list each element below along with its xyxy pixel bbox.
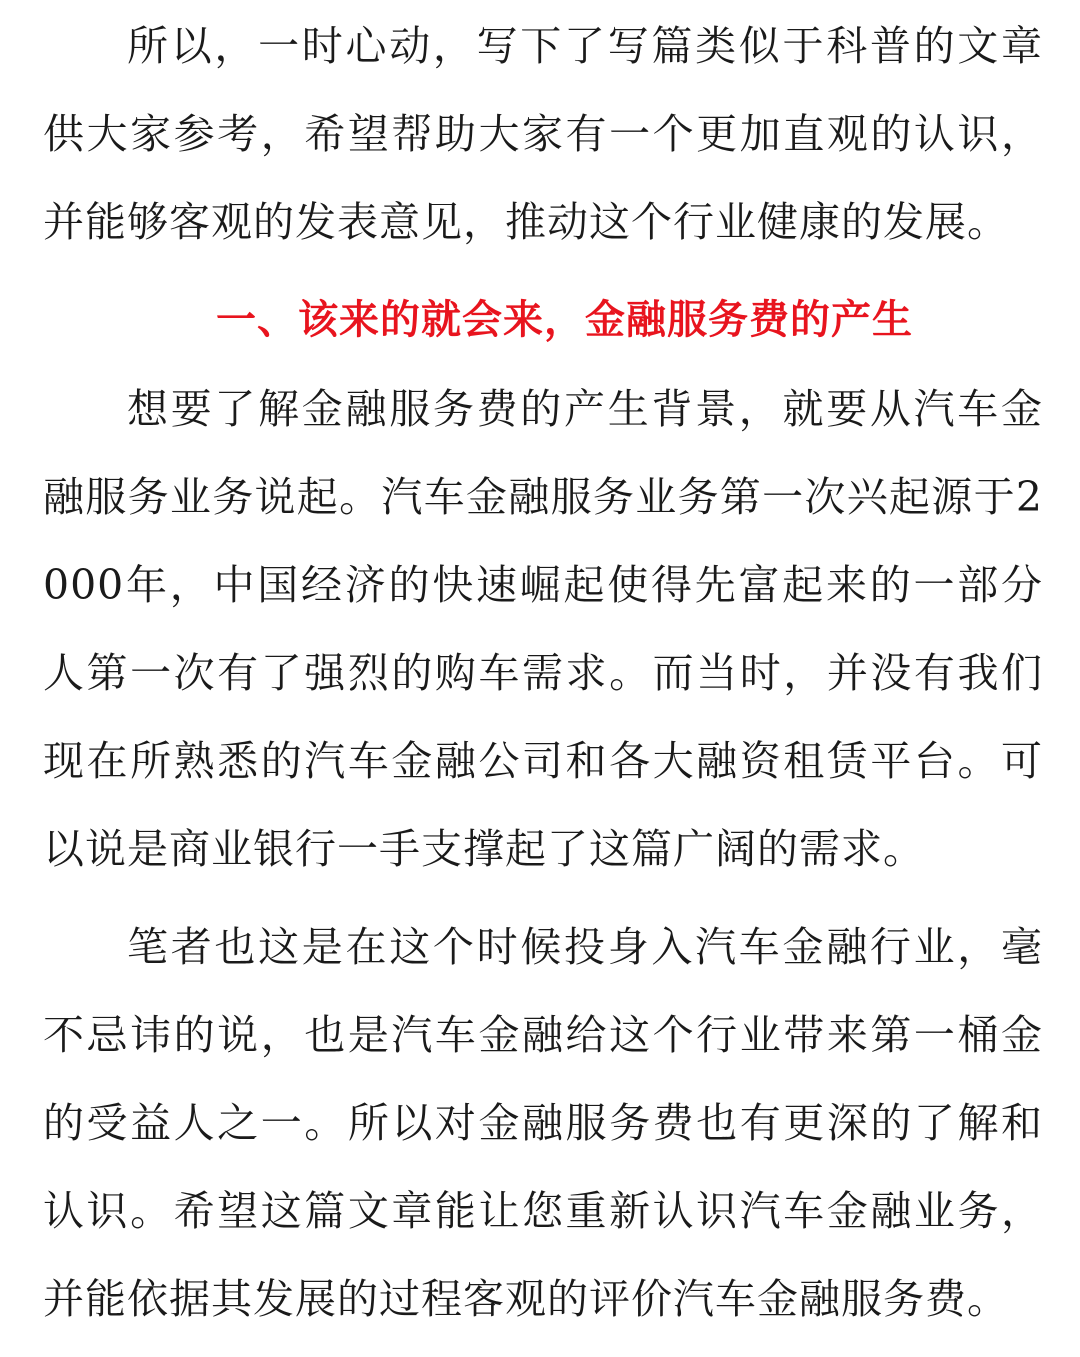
paragraph-intro: 所以，一时心动，写下了写篇类似于科普的文章供大家参考，希望帮助大家有一个更加直观的认识，并能够客观的发表意见，推动这个行业健康的发展。	[43, 22, 1043, 246]
section-heading: 一、该来的就会来，金融服务费的产生	[216, 297, 913, 343]
paragraph-author: 笔者也这是在这个时候投身入汽车金融行业，毫不忌讳的说，也是汽车金融给这个行业带来第一桶金的受益人之一。所以对金融服务费也有更深的了解和认识。希望这篇文章能让您重新认识汽车金融业务，并能依据其发展的过程客观的评价汽车金融服务费。	[43, 923, 1043, 1323]
paragraph-background: 想要了解金融服务费的产生背景，就要从汽车金融服务业务说起。汽车金融服务业务第一次兴起源于2000年，中国经济的快速崛起使得先富起来的一部分人第一次有了强烈的购车需求。而当时，并没有我们现在所熟悉的汽车金融公司和各大融资租赁平台。可以说是商业银行一手支撑起了这篇广阔的需求。	[43, 385, 1043, 873]
